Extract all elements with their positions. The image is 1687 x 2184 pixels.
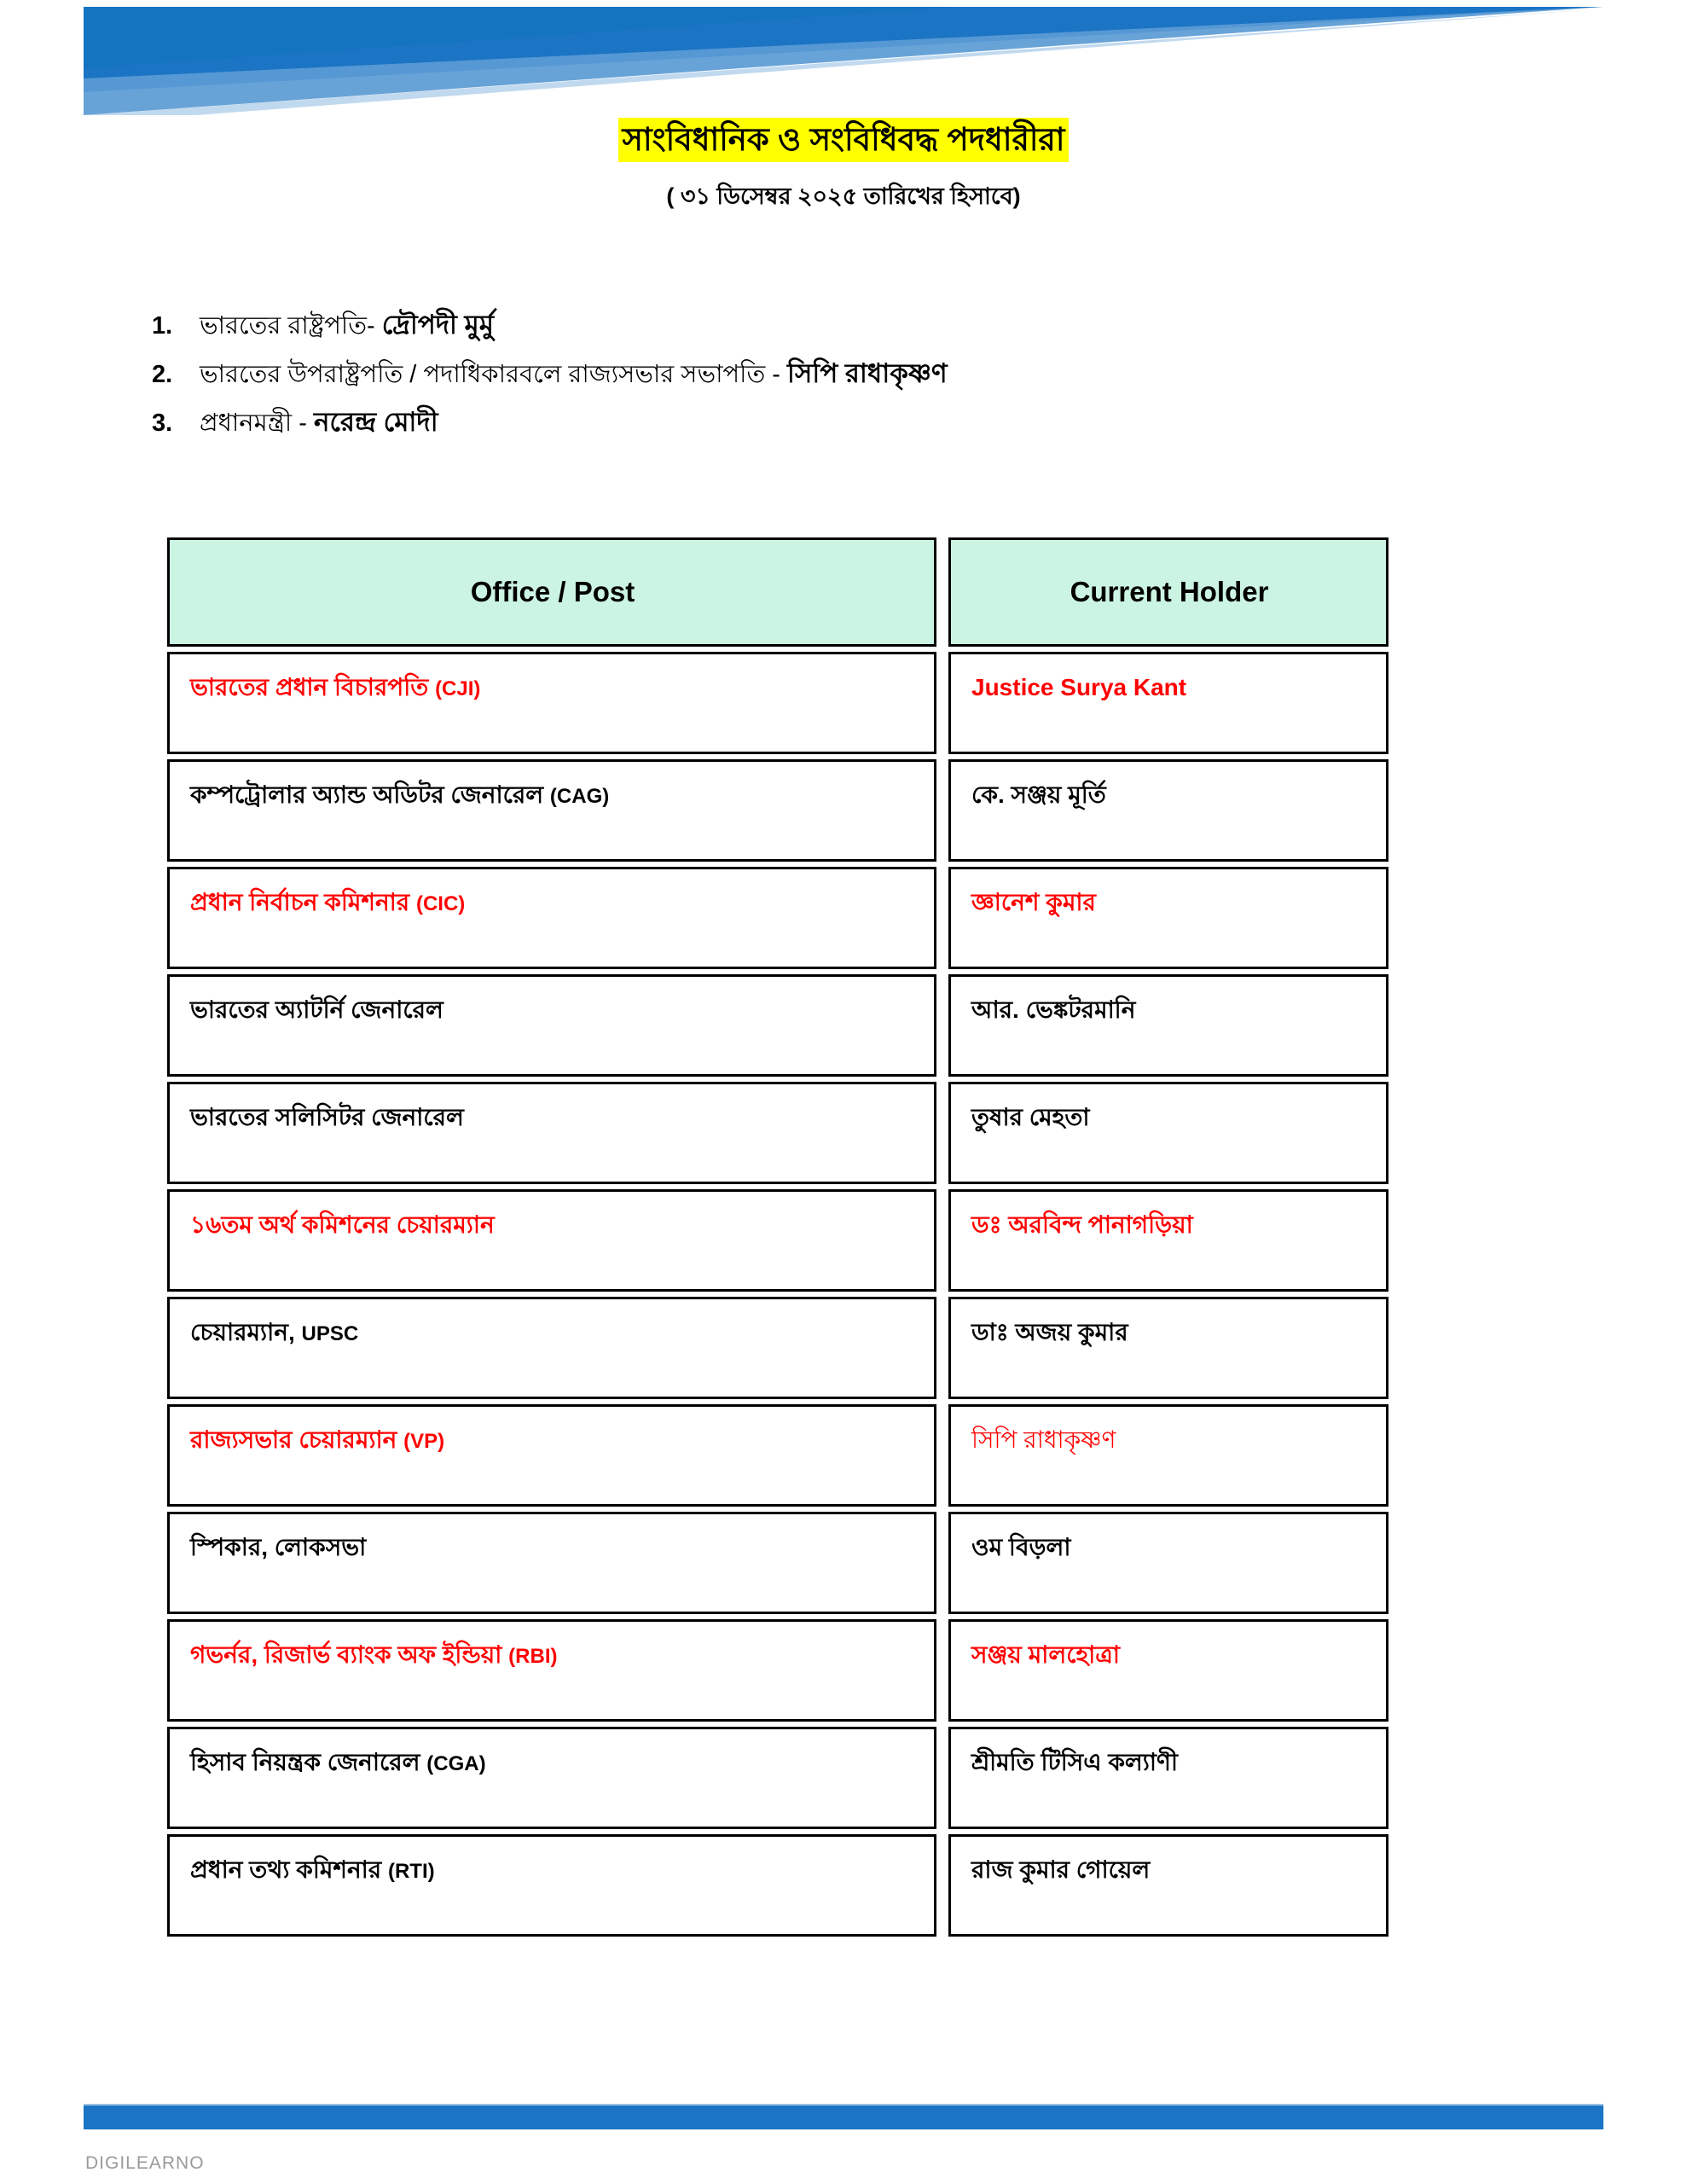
- table-header-cell-holder: [948, 537, 1388, 647]
- holder-name: শ্রীমতি টিসিএ কল্যাণী: [971, 1749, 1178, 1775]
- table-row: [167, 1297, 1388, 1399]
- list-item-value: সিপি রাধাকৃষ্ণণ: [787, 357, 948, 388]
- post-label: হিসাব নিয়ন্ত্রক জেনারেল (CGA): [190, 1749, 486, 1775]
- footer-bar: [84, 2104, 1603, 2129]
- list-item-number: 2.: [152, 360, 173, 388]
- table-row: [167, 1082, 1388, 1184]
- table-cell-post: [167, 652, 936, 754]
- list-item-number: 1.: [152, 312, 173, 340]
- table-row: [167, 1834, 1388, 1937]
- column-header-current-holder: Current Holder: [1070, 576, 1269, 607]
- holder-name: ওম বিড়লা: [971, 1534, 1071, 1560]
- table-cell-holder: [948, 1512, 1388, 1614]
- post-label: প্রধান তথ্য কমিশনার (RTI): [190, 1856, 435, 1883]
- post-label: রাজ্যসভার চেয়ারম্যান (VP): [190, 1426, 445, 1453]
- holder-name: ডঃ অরবিন্দ পানাগড়িয়া: [971, 1211, 1193, 1238]
- table-row: [167, 1512, 1388, 1614]
- list-item-label: ভারতের রাষ্ট্রপতি-: [200, 312, 382, 340]
- post-label: চেয়ারম্যান, UPSC: [190, 1319, 359, 1345]
- table-row: [167, 759, 1388, 862]
- table-row: [167, 1404, 1388, 1507]
- list-item-text: [200, 406, 438, 439]
- table-cell-post: [167, 759, 936, 862]
- table-cell-holder: [948, 1404, 1388, 1507]
- table-header-cell-post: [167, 537, 936, 647]
- table-cell-holder: [948, 1297, 1388, 1399]
- table-cell-holder: [948, 1727, 1388, 1829]
- holder-name: ডাঃ অজয় কুমার: [971, 1319, 1128, 1345]
- holder-name: Justice Surya Kant: [971, 674, 1187, 700]
- table-cell-post: [167, 1727, 936, 1829]
- post-label: কম্পট্রোলার অ্যান্ড অডিটর জেনারেল (CAG): [190, 781, 610, 808]
- page-subtitle: ( ৩১ ডিসেম্বর ২০২৫ তারিখের হিসাবে): [666, 183, 1021, 209]
- holder-name: কে. সঞ্জয় মূর্তি: [971, 781, 1106, 808]
- post-label: প্রধান নির্বাচন কমিশনার (CIC): [190, 889, 466, 915]
- post-label: গভর্নর, রিজার্ভ ব্যাংক অফ ইন্ডিয়া (RBI): [190, 1641, 558, 1668]
- table-header-row: [167, 537, 1388, 647]
- table-cell-holder: [948, 867, 1388, 969]
- table-row: [167, 974, 1388, 1077]
- table-cell-holder: [948, 759, 1388, 862]
- holder-name: রাজ কুমার গোয়েল: [971, 1856, 1151, 1883]
- table-cell-post: [167, 1619, 936, 1722]
- page-title: সাংবিধানিক ও সংবিধিবদ্ধ পদধারীরা: [618, 118, 1068, 162]
- list-item: [152, 406, 1431, 439]
- table-cell-holder: [948, 1189, 1388, 1292]
- table-row: [167, 1727, 1388, 1829]
- footer-brand: DIGILEARNO: [85, 2153, 205, 2173]
- holder-name: সিপি রাধাকৃষ্ণণ: [971, 1426, 1116, 1453]
- table-cell-post: [167, 1512, 936, 1614]
- post-label: স্পিকার, লোকসভা: [190, 1534, 367, 1560]
- officials-table: [167, 537, 1388, 1942]
- post-label: ভারতের সলিসিটর জেনারেল: [190, 1104, 464, 1130]
- table-cell-post: [167, 1082, 936, 1184]
- list-item-label: প্রধানমন্ত্রী -: [200, 409, 314, 437]
- list-item-number: 3.: [152, 409, 173, 437]
- table-cell-post: [167, 1834, 936, 1937]
- table-cell-holder: [948, 1082, 1388, 1184]
- header-banner: [0, 0, 1687, 115]
- post-label: ভারতের প্রধান বিচারপতি (CJI): [190, 674, 481, 700]
- table-row: [167, 1189, 1388, 1292]
- post-label: ১৬তম অর্থ কমিশনের চেয়ারম্যান: [190, 1211, 495, 1238]
- table-cell-post: [167, 867, 936, 969]
- table-cell-post: [167, 1189, 936, 1292]
- list-item-value: দ্রৌপদী মুর্মু: [381, 310, 494, 340]
- post-label: ভারতের অ্যাটর্নি জেনারেল: [190, 996, 443, 1023]
- list-item-value: নরেন্দ্র মোদী: [313, 406, 438, 437]
- holder-name: জ্ঞানেশ কুমার: [971, 889, 1096, 915]
- list-item-text: [200, 357, 948, 391]
- table-cell-post: [167, 1404, 936, 1507]
- holder-name: সঞ্জয় মালহোত্রা: [971, 1641, 1120, 1668]
- holder-name: আর. ভেঙ্কটরমানি: [971, 996, 1136, 1023]
- table-cell-holder: [948, 1619, 1388, 1722]
- table-cell-post: [167, 974, 936, 1077]
- table-row: [167, 652, 1388, 754]
- table-cell-holder: [948, 1834, 1388, 1937]
- table-cell-holder: [948, 974, 1388, 1077]
- table-cell-post: [167, 1297, 936, 1399]
- list-item: [152, 357, 1431, 391]
- list-item: [152, 309, 1431, 342]
- table-cell-holder: [948, 652, 1388, 754]
- top-officials-list: [152, 309, 1431, 454]
- title-block: [0, 118, 1687, 218]
- list-item-text: [200, 309, 494, 342]
- column-header-office-post: Office / Post: [470, 576, 635, 607]
- holder-name: তুষার মেহতা: [971, 1104, 1090, 1130]
- table-row: [167, 867, 1388, 969]
- table-row: [167, 1619, 1388, 1722]
- list-item-label: ভারতের উপরাষ্ট্রপতি / পদাধিকারবলে রাজ্যসভার সভাপতি -: [200, 360, 787, 388]
